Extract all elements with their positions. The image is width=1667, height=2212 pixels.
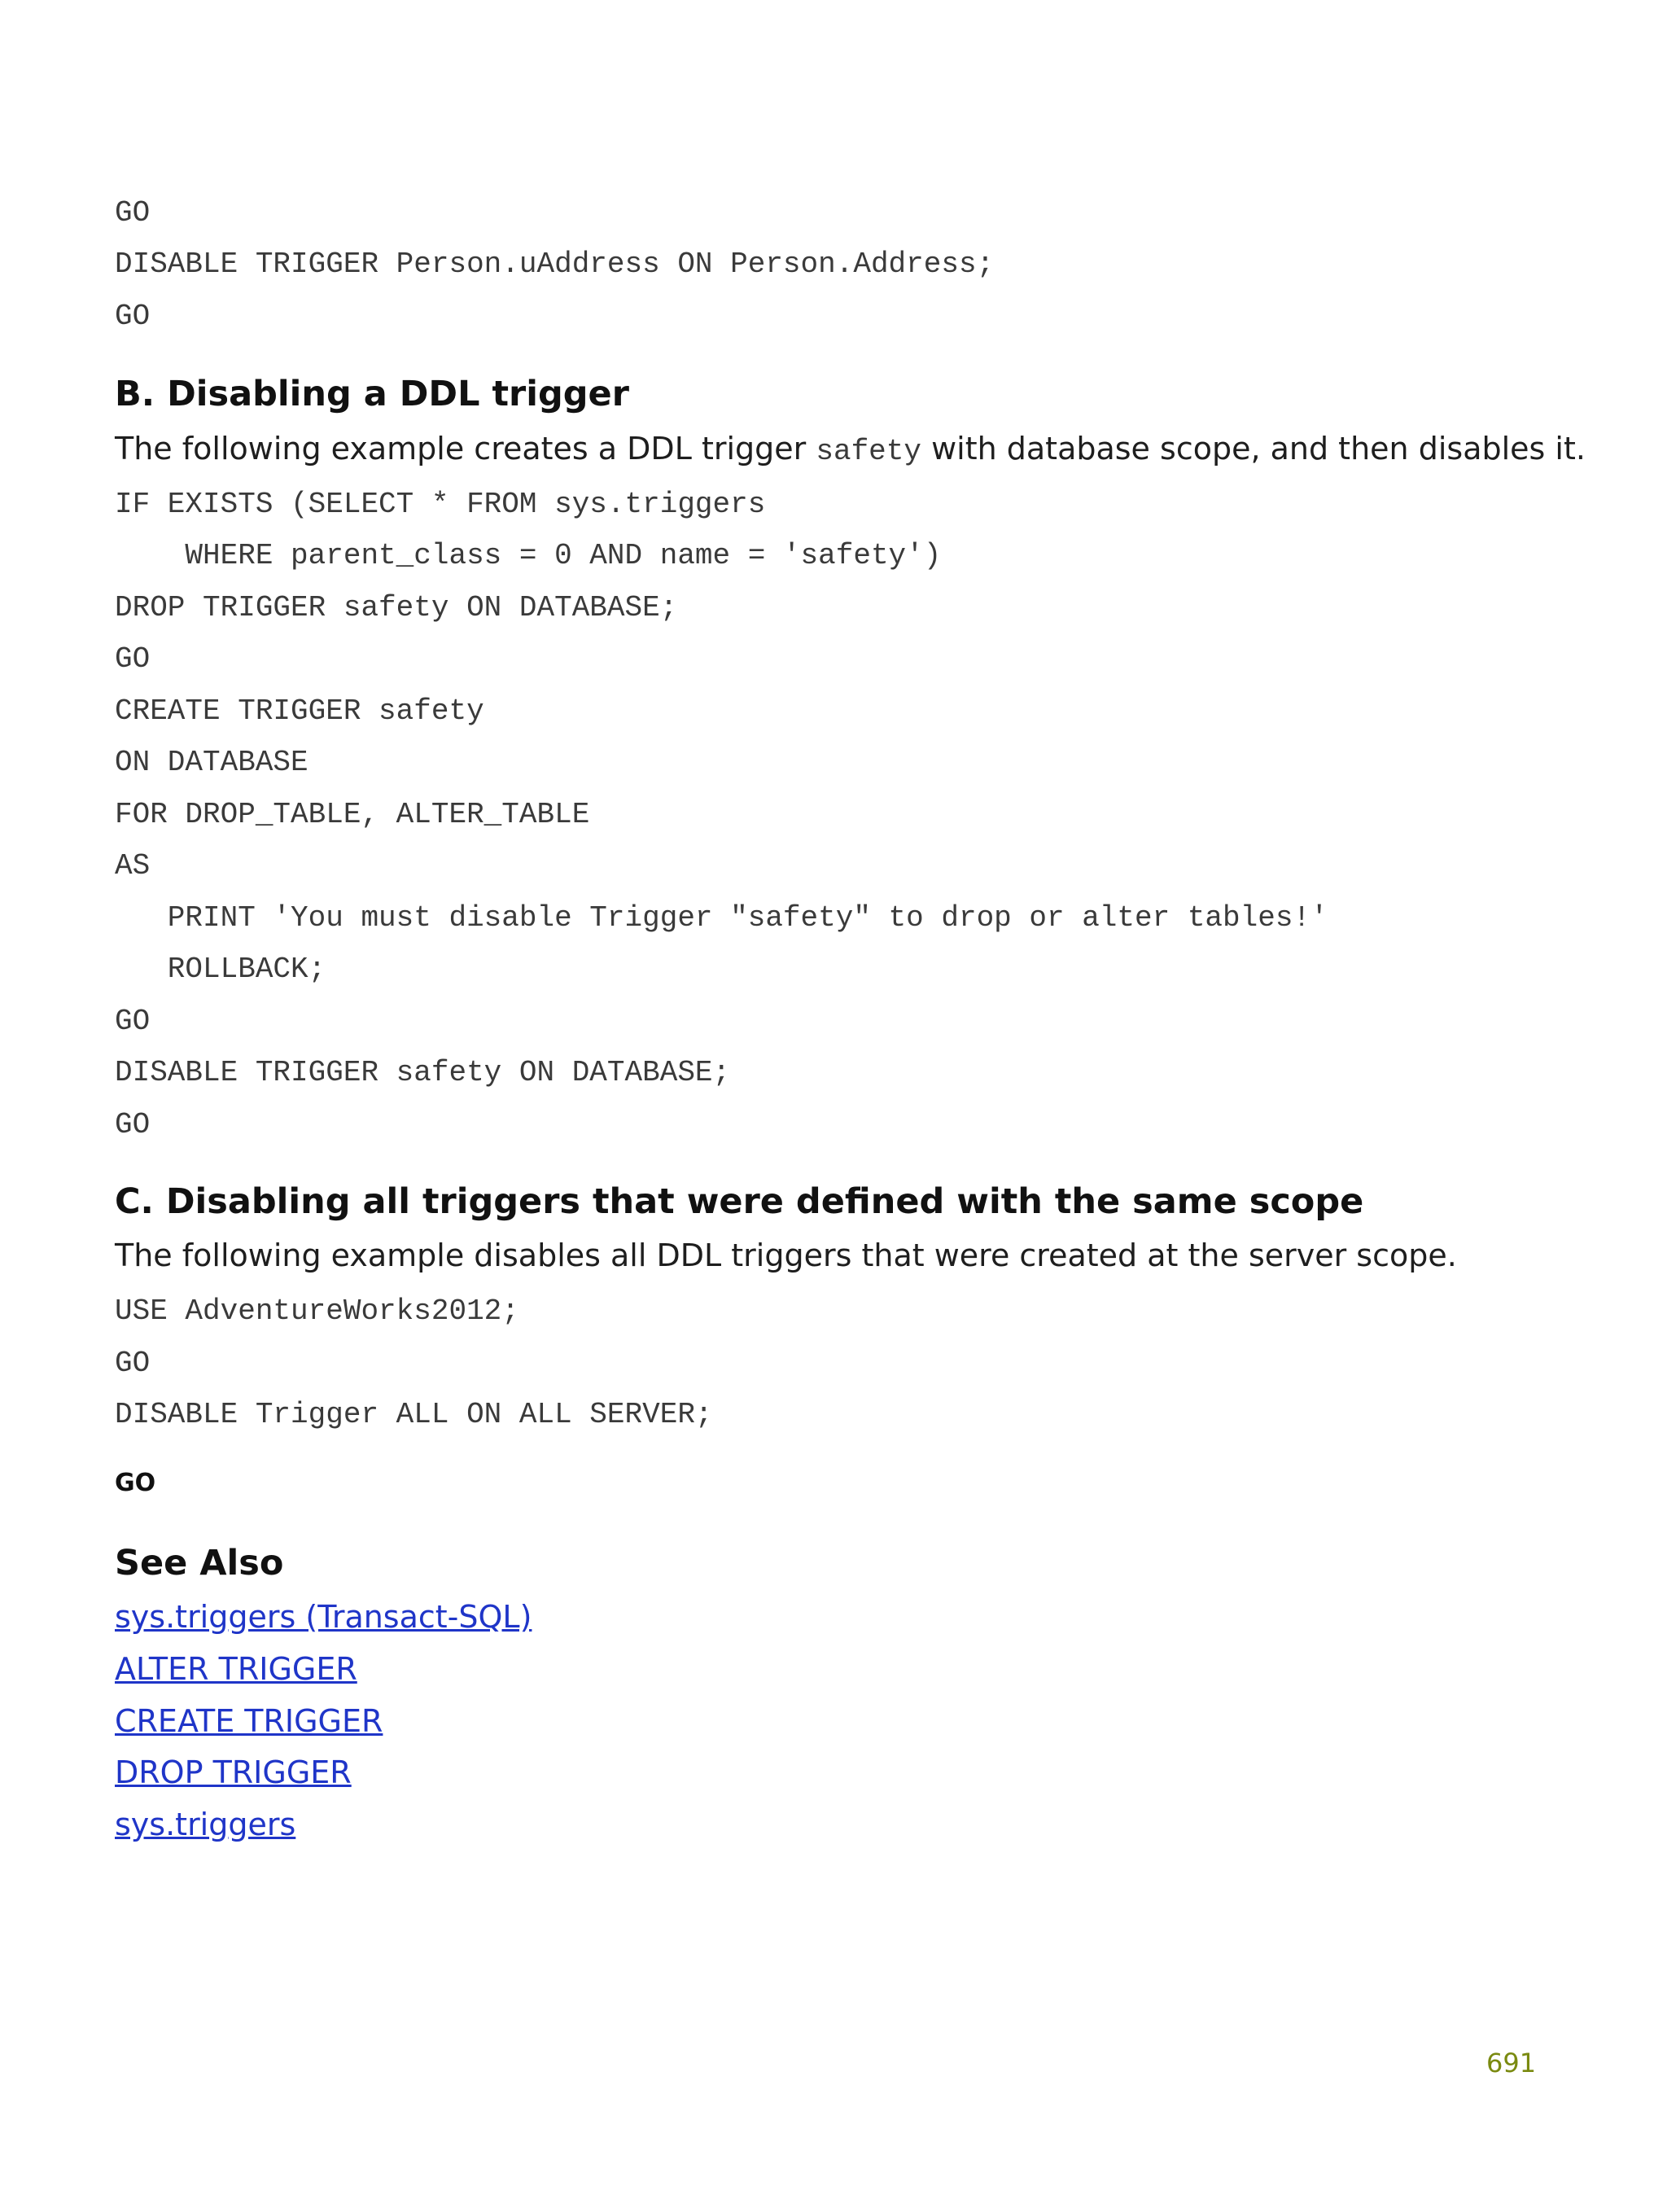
code-line: GO xyxy=(115,300,151,333)
page-number: 691 xyxy=(1486,2048,1537,2078)
link-drop-trigger[interactable]: DROP TRIGGER xyxy=(115,1754,352,1790)
code-line: AS xyxy=(115,849,151,883)
code-line: WHERE parent_class = 0 AND name = 'safety') xyxy=(115,539,942,572)
code-line: DISABLE Trigger ALL ON ALL SERVER; xyxy=(115,1398,713,1431)
section-c-description: The following example disables all DDL triggers that were created at the server scope. xyxy=(115,1237,1457,1273)
link-sys-triggers[interactable]: sys.triggers xyxy=(115,1807,296,1842)
code-line: DISABLE TRIGGER Person.uAddress ON Person.Address; xyxy=(115,247,995,281)
code-line: IF EXISTS (SELECT * FROM sys.triggers xyxy=(115,488,766,521)
see-also-heading: See Also xyxy=(115,1543,284,1583)
code-line: GO xyxy=(115,1108,151,1141)
section-c-heading: C. Disabling all triggers that were defined with the same scope xyxy=(115,1181,1364,1222)
description-text: with database scope, and then disables it. xyxy=(921,431,1586,466)
code-line: ROLLBACK; xyxy=(115,953,326,986)
code-line: ON DATABASE xyxy=(115,746,308,779)
code-line: DROP TRIGGER safety ON DATABASE; xyxy=(115,591,678,624)
code-line: USE AdventureWorks2012; xyxy=(115,1294,519,1328)
code-line: PRINT 'You must disable Trigger "safety" to drop or alter tables!' xyxy=(115,901,1328,935)
link-create-trigger[interactable]: CREATE TRIGGER xyxy=(115,1703,383,1739)
inline-code-safety: safety xyxy=(816,435,921,468)
section-b-description xyxy=(115,429,1586,471)
link-sys-triggers-transact-sql[interactable]: sys.triggers (Transact-SQL) xyxy=(115,1599,532,1635)
code-line: GO xyxy=(115,1347,151,1380)
code-line: GO xyxy=(115,196,151,230)
code-line: DISABLE TRIGGER safety ON DATABASE; xyxy=(115,1056,731,1089)
code-line: GO xyxy=(115,642,151,676)
code-line: CREATE TRIGGER safety xyxy=(115,694,484,728)
code-go-statement: GO xyxy=(115,1469,156,1497)
link-alter-trigger[interactable]: ALTER TRIGGER xyxy=(115,1651,357,1687)
section-b-heading: B. Disabling a DDL trigger xyxy=(115,374,629,414)
description-text: The following example creates a DDL trigger xyxy=(115,431,816,466)
code-line: GO xyxy=(115,1005,151,1038)
code-line: FOR DROP_TABLE, ALTER_TABLE xyxy=(115,798,590,831)
